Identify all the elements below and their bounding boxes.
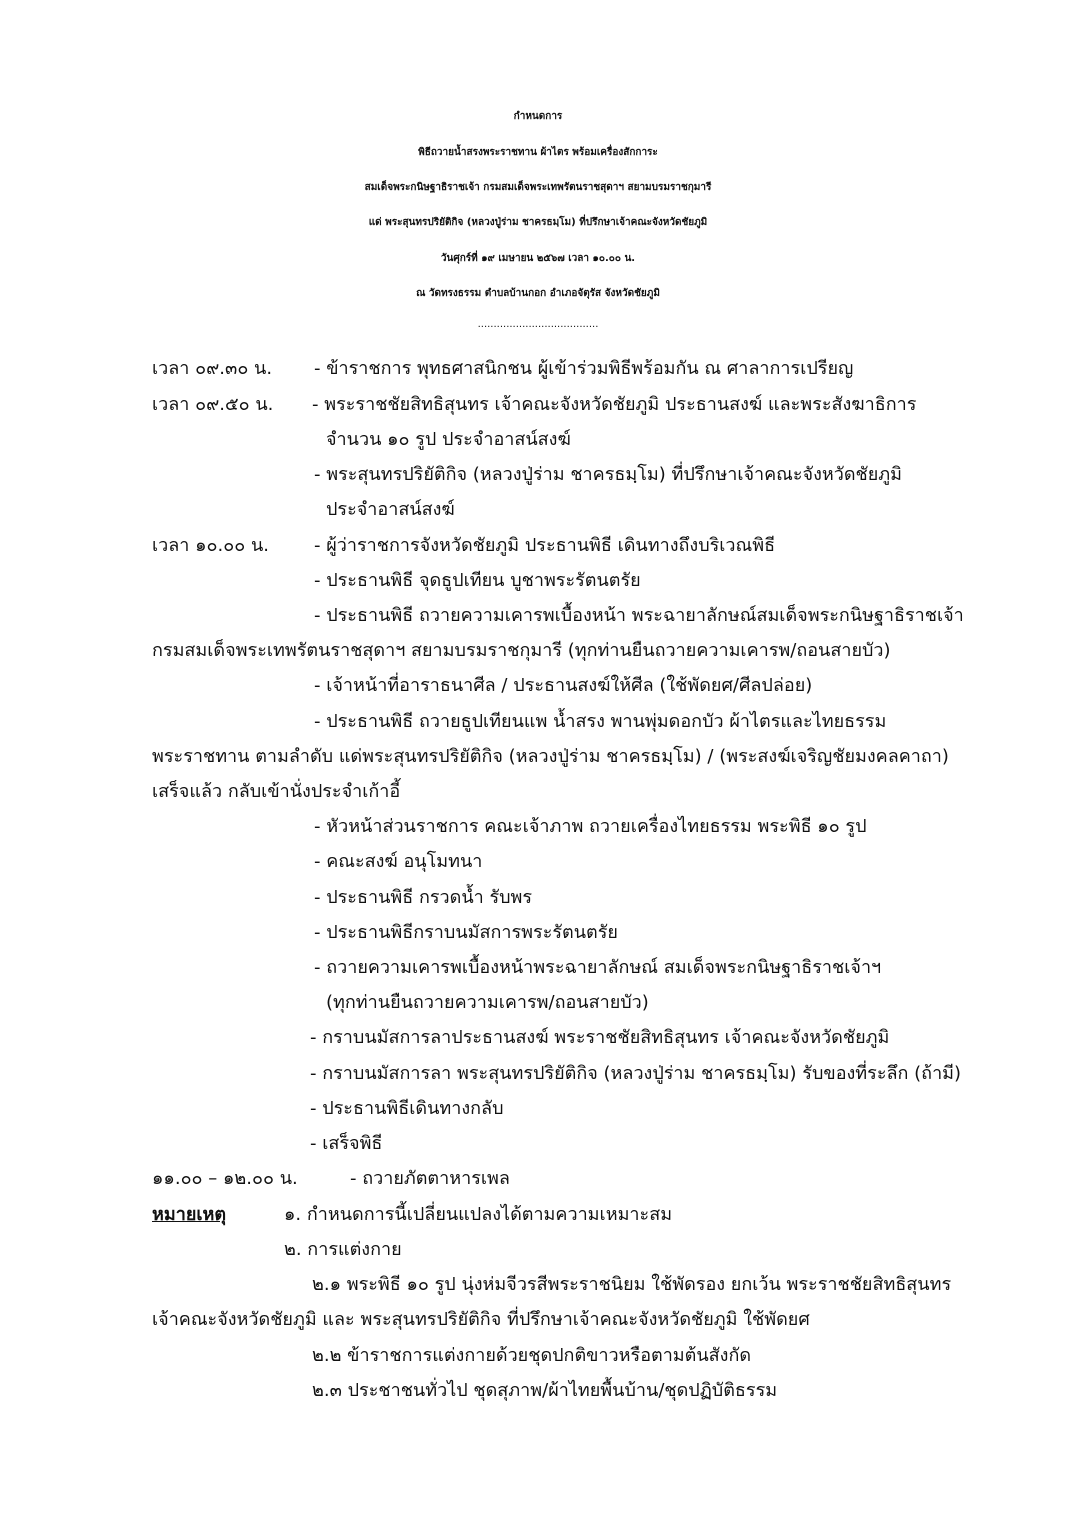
item-1000-m: - ประธานพิธีเดินทางกลับ xyxy=(310,1098,504,1119)
note-2-1: ๒.๑ พระพิธี ๑๐ รูป นุ่งห่มจีวรสีพระราชนิยม ใช้พัดรอง ยกเว้น พระราชชัยสิทธิสุนทร xyxy=(312,1274,952,1295)
item-1000-c-cont: กรมสมเด็จพระเทพรัตนราชสุดาฯ สยามบรมราชกุมารี (ทุกท่านยืนถวายความเคารพ/ถอนสายบัว) xyxy=(152,640,891,661)
item-1000-g: - คณะสงฆ์ อนุโมทนา xyxy=(314,851,483,872)
item-1000-e: - ประธานพิธี ถวายธูปเทียนแพ น้ำสรง พานพุ่มดอกบัว ผ้าไตรและไทยธรรม xyxy=(314,711,887,732)
item-1100-a: - ถวายภัตตาหารเพล xyxy=(350,1168,510,1189)
note-1: ๑. กำหนดการนี้เปลี่ยนแปลงได้ตามความเหมาะสม xyxy=(284,1204,673,1225)
item-1000-e-cont: พระราชทาน ตามลำดับ แด่พระสุนทรปริยัติกิจ (หลวงปู่ร่าม ชาครธมฺโม) / (พระสงฆ์เจริญชัยมงคลคาถา) xyxy=(152,746,949,767)
item-0950-a-cont: จำนวน ๑๐ รูป ประจำอาสน์สงฆ์ xyxy=(326,429,571,450)
item-1000-i: - ประธานพิธีกราบนมัสการพระรัตนตรัย xyxy=(314,922,618,943)
item-0950-a: - พระราชชัยสิทธิสุนทร เจ้าคณะจังหวัดชัยภูมิ ประธานสงฆ์ และพระสังฆาธิการ xyxy=(312,394,917,415)
item-1000-a: - ผู้ว่าราชการจังหวัดชัยภูมิ ประธานพิธี เดินทางถึงบริเวณพิธี xyxy=(314,535,776,556)
place-line: ณ วัดทรงธรรม ตำบลบ้านกอก อำเภอจัตุรัส จังหวัดชัยภูมิ xyxy=(416,288,660,299)
note-2-1-cont: เจ้าคณะจังหวัดชัยภูมิ และ พระสุนทรปริยัติกิจ ที่ปรึกษาเจ้าคณะจังหวัดชัยภูมิ ใช้พัดยศ xyxy=(152,1309,810,1330)
item-0930-a: - ข้าราชการ พุทธศาสนิกชน ผู้เข้าร่วมพิธีพร้อมกัน ณ ศาลาการเปรียญ xyxy=(314,358,854,379)
item-1000-f: - หัวหน้าส่วนราชการ คณะเจ้าภาพ ถวายเครื่องไทยธรรม พระพิธี ๑๐ รูป xyxy=(314,816,867,837)
item-0950-b-cont: ประจำอาสน์สงฆ์ xyxy=(326,499,455,520)
item-1000-k: - กราบนมัสการลาประธานสงฆ์ พระราชชัยสิทธิสุนทร เจ้าคณะจังหวัดชัยภูมิ xyxy=(310,1027,890,1048)
time-0950: เวลา ๐๙.๕๐ น. xyxy=(152,394,274,415)
time-1000: เวลา ๑๐.๐๐ น. xyxy=(152,535,269,556)
note-2: ๒. การแต่งกาย xyxy=(284,1239,402,1260)
item-1000-b: - ประธานพิธี จุดธูปเทียน บูชาพระรัตนตรัย xyxy=(314,570,641,591)
item-1000-c: - ประธานพิธี ถวายความเคารพเบื้องหน้า พระฉายาลักษณ์สมเด็จพระกนิษฐาธิราชเจ้า xyxy=(314,605,964,626)
time-0930: เวลา ๐๙.๓๐ น. xyxy=(152,358,273,379)
ceremony-line: พิธีถวายน้ำสรงพระราชทาน ผ้าไตร พร้อมเครื่องสักการะ xyxy=(418,147,658,158)
item-1000-j: - ถวายความเคารพเบื้องหน้าพระฉายาลักษณ์ สมเด็จพระกนิษฐาธิราชเจ้าฯ xyxy=(314,957,882,978)
notes-label: หมายเหตุ xyxy=(152,1204,227,1225)
time-1100-1200: ๑๑.๐๐ – ๑๒.๐๐ น. xyxy=(152,1168,298,1189)
recipient-line: แด่ พระสุนทรปริยัติกิจ (หลวงปู่ร่าม ชาครธมฺโม) ที่ปรึกษาเจ้าคณะจังหวัดชัยภูมิ xyxy=(368,217,708,228)
item-1000-e-cont2: เสร็จแล้ว กลับเข้านั่งประจำเก้าอี้ xyxy=(152,781,401,802)
doc-title: กำหนดการ xyxy=(513,111,563,122)
note-2-3: ๒.๓ ประชาชนทั่วไป ชุดสุภาพ/ผ้าไทยพื้นบ้าน/ชุดปฏิบัติธรรม xyxy=(312,1380,778,1401)
item-0950-b: - พระสุนทรปริยัติกิจ (หลวงปู่ร่าม ชาครธมฺโม) ที่ปรึกษาเจ้าคณะจังหวัดชัยภูมิ xyxy=(314,464,903,485)
item-1000-h: - ประธานพิธี กรวดน้ำ รับพร xyxy=(314,887,533,908)
item-1000-l: - กราบนมัสการลา พระสุนทรปริยัติกิจ (หลวงปู่ร่าม ชาครธมฺโม) รับของที่ระลึก (ถ้ามี) xyxy=(310,1063,962,1084)
royal-name-line: สมเด็จพระกนิษฐาธิราชเจ้า กรมสมเด็จพระเทพรัตนราชสุดาฯ สยามบรมราชกุมารี xyxy=(364,182,712,193)
note-2-2: ๒.๒ ข้าราชการแต่งกายด้วยชุดปกติขาวหรือตามต้นสังกัด xyxy=(312,1345,752,1366)
item-1000-n: - เสร็จพิธี xyxy=(310,1133,383,1154)
item-1000-j-cont: (ทุกท่านยืนถวายความเคารพ/ถอนสายบัว) xyxy=(326,992,649,1013)
date-line: วันศุกร์ที่ ๑๙ เมษายน ๒๕๖๗ เวลา ๑๐.๐๐ น. xyxy=(440,253,636,264)
header-divider: ...................................... xyxy=(477,319,599,330)
item-1000-d: - เจ้าหน้าที่อาราธนาศีล / ประธานสงฆ์ให้ศีล (ใช้พัดยศ/ศีลปล่อย) xyxy=(314,675,813,696)
